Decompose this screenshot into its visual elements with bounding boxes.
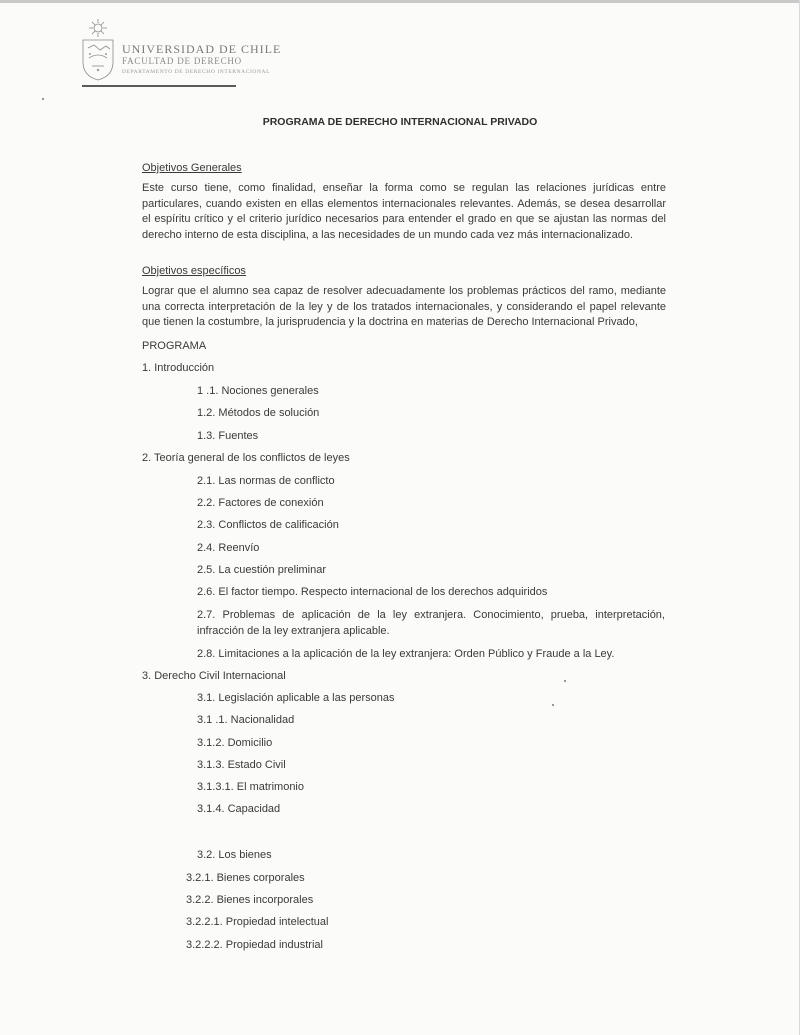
item-2-4: 2.4. Reenvío bbox=[197, 542, 260, 554]
item-1-2: 1.2. Métodos de solución bbox=[197, 407, 320, 419]
faculty-name: FACULTAD DE DERECHO bbox=[122, 56, 242, 66]
scan-top-edge bbox=[0, 0, 800, 3]
scan-speck bbox=[552, 704, 554, 706]
program-label: PROGRAMA bbox=[142, 340, 207, 352]
letterhead bbox=[80, 18, 282, 88]
university-crest-icon bbox=[80, 18, 116, 82]
item-3-1-3: 3.1.3. Estado Civil bbox=[197, 759, 286, 771]
scan-speck bbox=[42, 98, 44, 100]
general-objectives-heading: Objetivos Generales bbox=[142, 162, 242, 174]
letterhead-rule bbox=[82, 85, 236, 87]
specific-objectives-text: Lograr que el alumno sea capaz de resolver adecuadamente los problemas prácticos del ramo, mediante una correcta interpretación de la ley y de los tratados internacionales, y considerando el papel relevante que tienen la costumbre, la jurisprudencia y la doctrina en materias de Derecho Internacional Privado, bbox=[142, 285, 666, 329]
item-1-1: 1 .1. Nociones generales bbox=[197, 385, 319, 397]
university-name: UNIVERSIDAD DE CHILE bbox=[122, 42, 282, 56]
item-2-3: 2.3. Conflictos de calificación bbox=[197, 519, 339, 531]
item-3-1-1: 3.1 .1. Nacionalidad bbox=[197, 714, 295, 726]
item-1-3: 1.3. Fuentes bbox=[197, 430, 259, 442]
item-3-2-2-2: 3.2.2.2. Propiedad industrial bbox=[186, 939, 323, 951]
item-3-2: 3.2. Los bienes bbox=[197, 849, 272, 861]
department-name: DEPARTAMENTO DE DERECHO INTERNACIONAL bbox=[122, 69, 271, 75]
item-3-1-2: 3.1.2. Domicilio bbox=[197, 737, 273, 749]
section-1: 1. Introducción bbox=[142, 362, 215, 374]
section-2: 2. Teoría general de los conflictos de leyes bbox=[142, 452, 350, 464]
item-3-2-2: 3.2.2. Bienes incorporales bbox=[186, 894, 314, 906]
item-2-2: 2.2. Factores de conexión bbox=[197, 497, 324, 509]
item-3-1-4: 3.1.4. Capacidad bbox=[197, 803, 281, 815]
item-2-8: 2.8. Limitaciones a la aplicación de la ley extranjera: Orden Público y Fraude a la Ley. bbox=[197, 648, 615, 660]
item-2-1: 2.1. Las normas de conflicto bbox=[197, 475, 335, 487]
item-3-2-1: 3.2.1. Bienes corporales bbox=[186, 872, 305, 884]
item-3-2-2-1: 3.2.2.1. Propiedad intelectual bbox=[186, 916, 329, 928]
general-objectives-text: Este curso tiene, como finalidad, enseñar la forma como se regulan las relaciones jurídicas entre particulares, cuando existen en ellas elementos internacionales relevantes. Además, se desea desarrollar el espíritu crítico y el criterio jurídico necesarios para entender el grado en que se ajustan las normas del derecho interno de esta disciplina, a las necesidades de un mundo cada vez más internacionalizado. bbox=[142, 182, 666, 241]
section-3: 3. Derecho Civil Internacional bbox=[142, 670, 286, 682]
specific-objectives-heading: Objetivos específicos bbox=[142, 265, 246, 277]
item-3-1: 3.1. Legislación aplicable a las personas bbox=[197, 692, 395, 704]
item-2-6: 2.6. El factor tiempo. Respecto internacional de los derechos adquiridos bbox=[197, 586, 548, 598]
document-title: PROGRAMA DE DERECHO INTERNACIONAL PRIVADO bbox=[262, 116, 538, 128]
item-2-7: 2.7. Problemas de aplicación de la ley extranjera. Conocimiento, prueba, interpretación, infracción de la ley extranjera aplicable. bbox=[197, 609, 665, 637]
scan-speck bbox=[564, 680, 566, 682]
item-2-5: 2.5. La cuestión preliminar bbox=[197, 564, 327, 576]
item-3-1-3-1: 3.1.3.1. El matrimonio bbox=[197, 781, 304, 793]
